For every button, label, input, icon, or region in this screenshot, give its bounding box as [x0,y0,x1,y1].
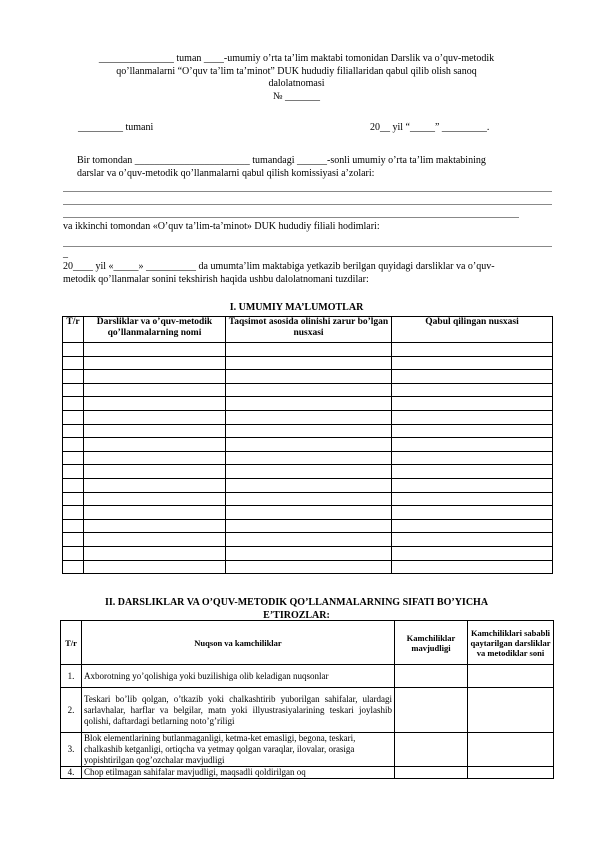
received-copies-cell[interactable] [392,397,553,411]
header-line-2: qo’llanmalarni “O’quv ta’lim ta’minot” DUK hududiy filiallaridan qabul qilib olish sanoq [116,65,477,77]
table-row [63,410,553,424]
name-cell[interactable] [84,546,226,560]
returned-count-cell[interactable] [468,688,554,733]
section-2-title-line-1: II. DARSLIKLAR VA O’QUV-METODIK QO’LLANMALARNING SIFATI BO’YICHA [104,597,489,608]
row-number-cell[interactable] [63,546,84,560]
row-number-cell[interactable] [63,519,84,533]
quality-objections-table [60,620,554,779]
row-number-cell[interactable] [63,383,84,397]
column-header-received-copies: Qabul qilingan nusxasi [392,317,553,343]
required-copies-cell[interactable] [226,519,392,533]
intro-paragraph-line-1: 20____ yil «_____» __________ da umumta’lim maktabiga yetkazib berilgan quyidagi darsliklar va o’quv- [63,261,495,272]
required-copies-cell[interactable] [226,546,392,560]
table-row [63,438,553,452]
table-row [63,451,553,465]
required-copies-cell[interactable] [226,533,392,547]
defect-description: Chop etilmagan sahifalar mavjudligi, maqsadli qoldirilgan oq [82,767,395,779]
name-cell[interactable] [84,478,226,492]
name-cell[interactable] [84,397,226,411]
document-header [0,53,593,103]
table-row [63,560,553,574]
required-copies-cell[interactable] [226,410,392,424]
table-row [63,343,553,357]
received-copies-cell[interactable] [392,465,553,479]
row-number-cell[interactable] [63,343,84,357]
table-row [63,465,553,479]
column-header-returned-count: Kamchiliklari sababli qaytarilgan darsliklar va metodiklar soni [468,621,554,665]
defect-description: Blok elementlarining butlanmaganligi, ketma-ket emasligi, begona, teskari, chalkashib ketganligi, ortiqcha va yetmay qolgan varaqlar, ilovalar, orasiga yopishtirilgan qog’ozchalar mavjudligi [82,733,395,767]
blank-line [63,217,519,218]
name-cell[interactable] [84,343,226,357]
received-copies-cell[interactable] [392,519,553,533]
table-row [61,733,554,767]
section-1-title: I. UMUMIY MA’LUMOTLAR [229,302,364,313]
intro-line-3: va ikkinchi tomondan «O’quv ta’lim-ta’minot» DUK hududiy filiali hodimlari: [63,221,380,232]
row-number-cell[interactable] [63,438,84,452]
name-cell[interactable] [84,424,226,438]
received-copies-cell[interactable] [392,356,553,370]
column-header-number: T/r [61,621,82,665]
name-cell[interactable] [84,560,226,574]
required-copies-cell[interactable] [226,465,392,479]
required-copies-cell[interactable] [226,383,392,397]
received-copies-cell[interactable] [392,370,553,384]
column-header-defects-present: Kamchiliklar mavjudligi [395,621,468,665]
row-number-cell[interactable] [63,506,84,520]
defects-present-cell[interactable] [395,733,468,767]
required-copies-cell[interactable] [226,424,392,438]
row-number-cell[interactable] [63,356,84,370]
general-info-table [62,316,553,574]
required-copies-cell[interactable] [226,370,392,384]
received-copies-cell[interactable] [392,506,553,520]
name-cell[interactable] [84,533,226,547]
table-row [63,356,553,370]
name-cell[interactable] [84,506,226,520]
row-number-cell[interactable] [63,410,84,424]
received-copies-cell[interactable] [392,424,553,438]
required-copies-cell[interactable] [226,356,392,370]
required-copies-cell[interactable] [226,438,392,452]
district-name: _________ tumani [78,122,154,133]
column-header-number: T/r [63,317,84,343]
returned-count-cell[interactable] [468,767,554,779]
received-copies-cell[interactable] [392,492,553,506]
blank-dash: _ [63,248,68,259]
table-row [63,370,553,384]
received-copies-cell[interactable] [392,560,553,574]
row-number-cell[interactable] [63,533,84,547]
table-row [63,519,553,533]
required-copies-cell[interactable] [226,451,392,465]
received-copies-cell[interactable] [392,343,553,357]
received-copies-cell[interactable] [392,451,553,465]
column-header-name: Darsliklar va o’quv-metodik qo’llanmalarning nomi [84,317,226,343]
defects-present-cell[interactable] [395,688,468,733]
blank-line [63,204,552,205]
required-copies-cell[interactable] [226,343,392,357]
row-number-cell[interactable] [63,492,84,506]
general-info-table-body [63,343,553,574]
section-2-title-line-2: E’TIROZLAR: [263,609,330,621]
table-row [61,665,554,688]
received-copies-cell[interactable] [392,546,553,560]
row-number-cell[interactable] [63,478,84,492]
table-row [61,688,554,733]
blank-line [63,246,552,247]
name-cell[interactable] [84,356,226,370]
defect-description: Axborotning yo’qolishiga yoki buzilishiga olib keladigan nuqsonlar [82,665,395,688]
header-line-1: _______________ tuman ____-umumiy o’rta ta’lim maktabi tomonidan Darslik va o’quv-metodik [98,53,495,64]
row-number-cell[interactable] [63,465,84,479]
name-cell[interactable] [84,492,226,506]
defects-present-cell[interactable] [395,665,468,688]
table-row [63,546,553,560]
required-copies-cell[interactable] [226,397,392,411]
returned-count-cell[interactable] [468,733,554,767]
required-copies-cell[interactable] [226,478,392,492]
column-header-required-copies: Taqsimot asosida olinishi zarur bo’lgan nusxasi [226,317,392,343]
row-number: 1. [61,665,82,688]
received-copies-cell[interactable] [392,383,553,397]
row-number-cell[interactable] [63,370,84,384]
received-copies-cell[interactable] [392,533,553,547]
required-copies-cell[interactable] [226,492,392,506]
table-row [63,424,553,438]
row-number-cell[interactable] [63,424,84,438]
name-cell[interactable] [84,451,226,465]
table-row [63,506,553,520]
section-2-title [0,597,593,622]
required-copies-cell[interactable] [226,560,392,574]
received-copies-cell[interactable] [392,478,553,492]
row-number-cell[interactable] [63,397,84,411]
table-row [63,533,553,547]
name-cell[interactable] [84,383,226,397]
name-cell[interactable] [84,519,226,533]
name-cell[interactable] [84,465,226,479]
table-row [63,383,553,397]
table-row [63,478,553,492]
returned-count-cell[interactable] [468,665,554,688]
name-cell[interactable] [84,438,226,452]
name-cell[interactable] [84,410,226,424]
intro-line-1: Bir tomondan _______________________ tumandagi ______-sonli umumiy o’rta ta’lim maktabining [77,155,486,166]
table-row [63,492,553,506]
intro-line-2: darslar va o’quv-metodik qo’llanmalarni qabul qilish komissiyasi a’zolari: [77,168,375,179]
row-number: 2. [61,688,82,733]
header-number: № _______ [272,90,321,102]
row-number-cell[interactable] [63,451,84,465]
received-copies-cell[interactable] [392,410,553,424]
header-line-3: dalolatnomasi [268,78,325,89]
required-copies-cell[interactable] [226,506,392,520]
column-header-defects: Nuqson va kamchiliklar [82,621,395,665]
row-number: 4. [61,767,82,779]
received-copies-cell[interactable] [392,438,553,452]
table-row [63,397,553,411]
name-cell[interactable] [84,370,226,384]
blank-line [63,191,552,192]
defects-present-cell[interactable] [395,767,468,779]
intro-paragraph-line-2: metodik qo’llanmalar sonini tekshirish haqida ushbu dalolatnomani tuzdilar: [63,274,369,285]
row-number-cell[interactable] [63,560,84,574]
document-date: 20__ yil “_____” _________. [370,122,490,133]
defect-description: Teskari bo’lib qolgan, o’tkazib yoki chalkashtirib yuborilgan sahifalar, ulardagi sarlavhalar, harflar va belgilar, matn yoki illyustrasiyalarining teskari joylashib qolishi, daftardagi betlarning noto’g’riligi [82,688,395,733]
table-row [61,767,554,779]
row-number: 3. [61,733,82,767]
